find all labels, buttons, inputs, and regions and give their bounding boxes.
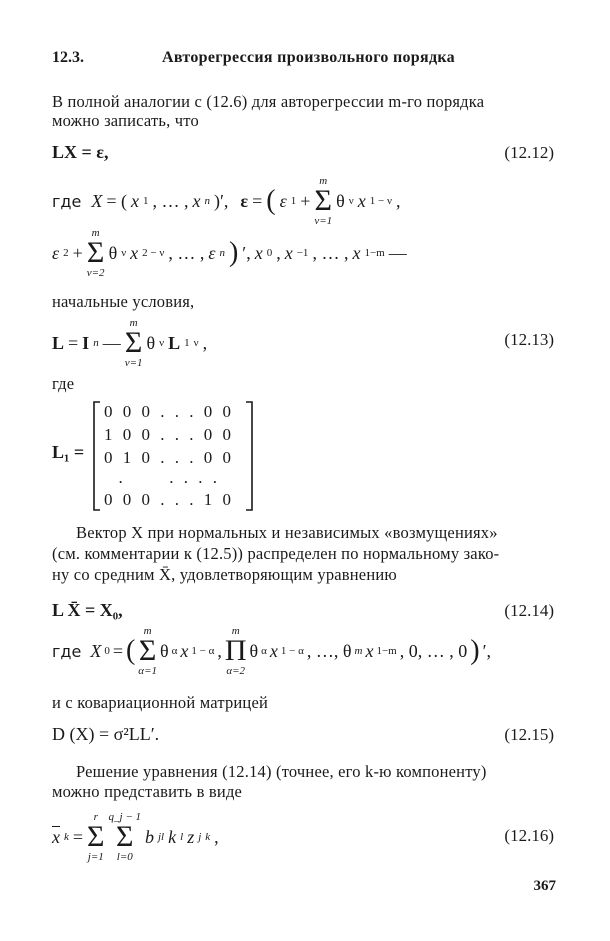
page-number: 367 xyxy=(533,878,556,894)
matrix-row: 1 0 0 . . . 0 0 xyxy=(104,425,234,444)
paragraph-1-line-2: можно записать, что xyxy=(52,111,199,130)
equation-12-15: D (X) = σ²LL′. xyxy=(52,724,160,744)
matrix-row: 0 0 0 . . . 1 0 xyxy=(104,490,234,509)
paragraph-3-line-2: можно представить в виде xyxy=(52,782,243,801)
where-word: где xyxy=(52,374,75,393)
paragraph-2-line-2: (см. комментарии к (12.5)) распределен по нормальному зако- xyxy=(52,544,500,563)
matrix-label: L₁ = xyxy=(52,442,85,462)
equation-12-13: L = I n — m Σ ν=1 θ ν L 1 ν , xyxy=(52,317,208,369)
equation-number-12-12: (12.12) xyxy=(504,143,554,162)
equation-number-12-16: (12.16) xyxy=(504,826,554,845)
matrix-row: 0 0 0 . . . 0 0 xyxy=(104,402,234,421)
covariance-line: и с ковариационной матрицей xyxy=(52,693,269,712)
equation-12-12: LX = ε, xyxy=(52,142,109,162)
equation-12-12-where-line-1: где X = ( x 1 , … , x n )′, ε = ( ε 1 + m Σ ν=1 θ ν x 1 − ν , xyxy=(52,175,401,227)
equation-12-14: L X̄ = X₀, xyxy=(52,600,123,620)
paragraph-2-line-3: ну со средним X̄, удовлетворяющим уравнению xyxy=(52,565,397,584)
initial-conditions-text: начальные условия, xyxy=(52,292,195,311)
sum-symbol: m Σ ν=1 xyxy=(124,317,143,369)
paragraph-2-line-1: Вектор X при нормальных и независимых «возмущениях» xyxy=(76,523,498,542)
product-symbol: m Π α=2 xyxy=(224,625,247,677)
sum-symbol: q_j − 1 Σ l=0 xyxy=(108,811,141,863)
equation-12-16: $\overline{x}$ k = r Σ j=1 q_j − 1 Σ l=0 b jl k l z j k , xyxy=(52,811,219,863)
matrix-row: 0 1 0 . . . 0 0 xyxy=(104,448,234,467)
section-number: 12.3. xyxy=(52,49,84,66)
equation-12-12-where-line-2: ε 2 + m Σ ν=2 θ ν x 2 − ν , … , ε n ) ′, x 0 , x −1 , … , x 1−m — xyxy=(52,227,407,279)
section-title: Авторегрессия произвольного порядка xyxy=(162,49,455,66)
sum-symbol: m Σ ν=1 xyxy=(314,175,333,227)
paragraph-1-line-1: В полной аналогии с (12.6) для авторегрессии m-го порядка xyxy=(52,92,485,111)
equation-12-14-where: где X 0 = ( m Σ α=1 θ α x 1 − α , m Π α=2 θ α x 1 − α , …, θ m x 1−m , 0, … , 0 ) ′, xyxy=(52,625,491,677)
equation-number-12-13: (12.13) xyxy=(504,330,554,349)
sum-symbol: m Σ ν=2 xyxy=(86,227,105,279)
sum-symbol: m Σ α=1 xyxy=(138,625,157,677)
paragraph-3-line-1: Решение уравнения (12.14) (точнее, его k-ю компоненту) xyxy=(76,762,487,781)
equation-number-12-15: (12.15) xyxy=(504,725,554,744)
sum-symbol: r Σ j=1 xyxy=(87,811,105,863)
matrix-row: . . . . . xyxy=(104,468,220,487)
equation-number-12-14: (12.14) xyxy=(504,601,554,620)
